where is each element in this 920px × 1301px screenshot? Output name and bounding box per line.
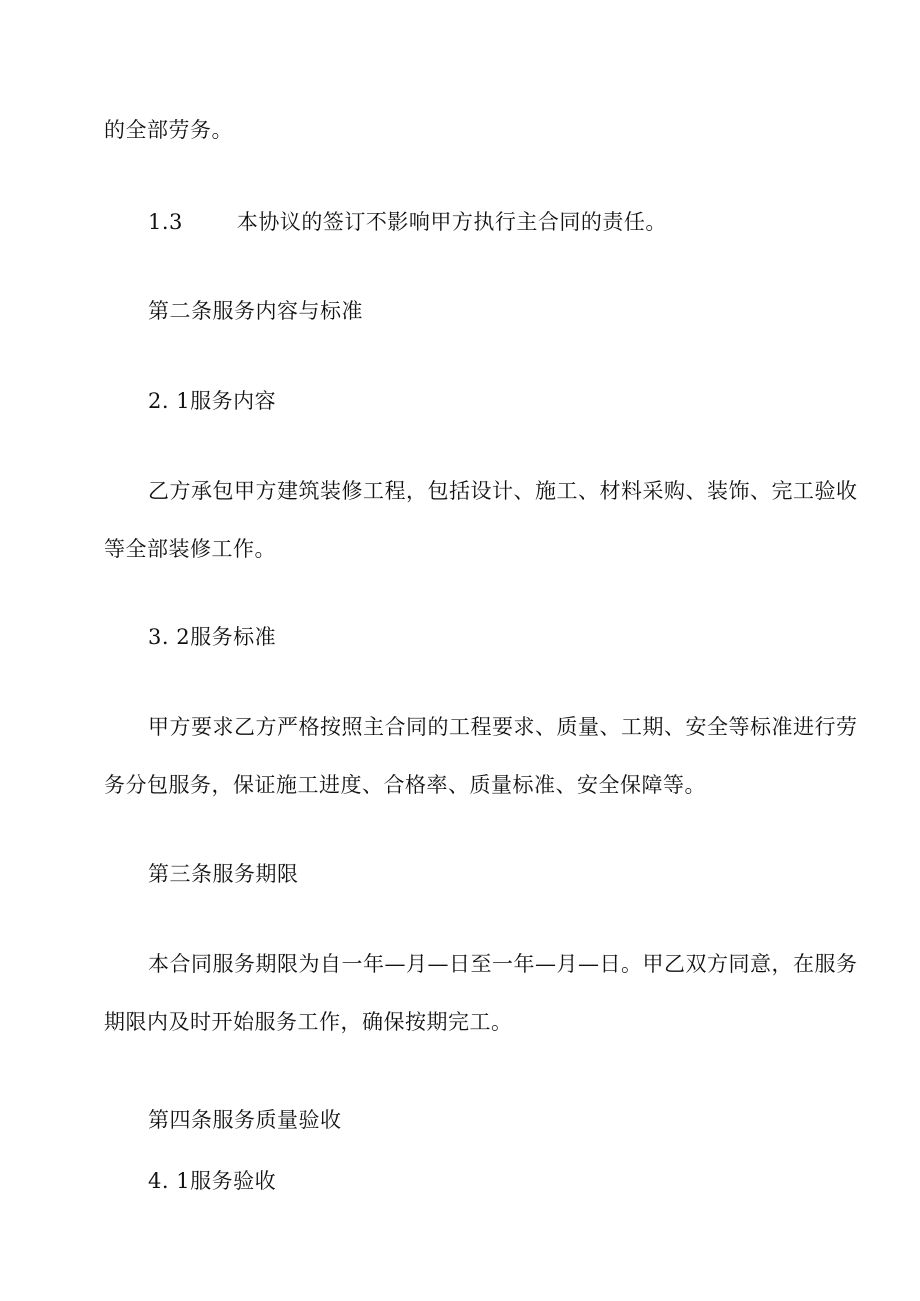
paragraph-line: 乙方承包甲方建筑装修工程，包括设计、施工、材料采购、装饰、完工验收	[148, 479, 858, 503]
paragraph-line: 等全部装修工作。	[104, 537, 276, 561]
section-3-2-heading: 3. 2服务标准	[148, 625, 277, 649]
paragraph-line: 务分包服务，保证施工进度、合格率、质量标准、安全保障等。	[104, 773, 706, 797]
clause-1-3	[148, 209, 667, 235]
clause-text: 本协议的签订不影响甲方执行主合同的责任。	[236, 210, 667, 234]
clause-number: 1.3	[148, 210, 183, 234]
paragraph-continuation: 的全部劳务。	[104, 118, 233, 142]
paragraph-line: 甲方要求乙方严格按照主合同的工程要求、质量、工期、安全等标准进行劳	[148, 715, 858, 739]
article-4-heading: 第四条服务质量验收	[148, 1108, 342, 1132]
article-2-heading: 第二条服务内容与标准	[148, 299, 363, 323]
section-2-1-heading: 2. 1服务内容	[148, 389, 277, 413]
paragraph-line: 本合同服务期限为自一年—月—日至一年—月—日。甲乙双方同意，在服务	[148, 952, 858, 976]
article-3-heading: 第三条服务期限	[148, 862, 299, 886]
paragraph-line: 期限内及时开始服务工作，确保按期完工。	[104, 1010, 513, 1034]
section-4-1-heading: 4. 1服务验收	[148, 1169, 277, 1193]
